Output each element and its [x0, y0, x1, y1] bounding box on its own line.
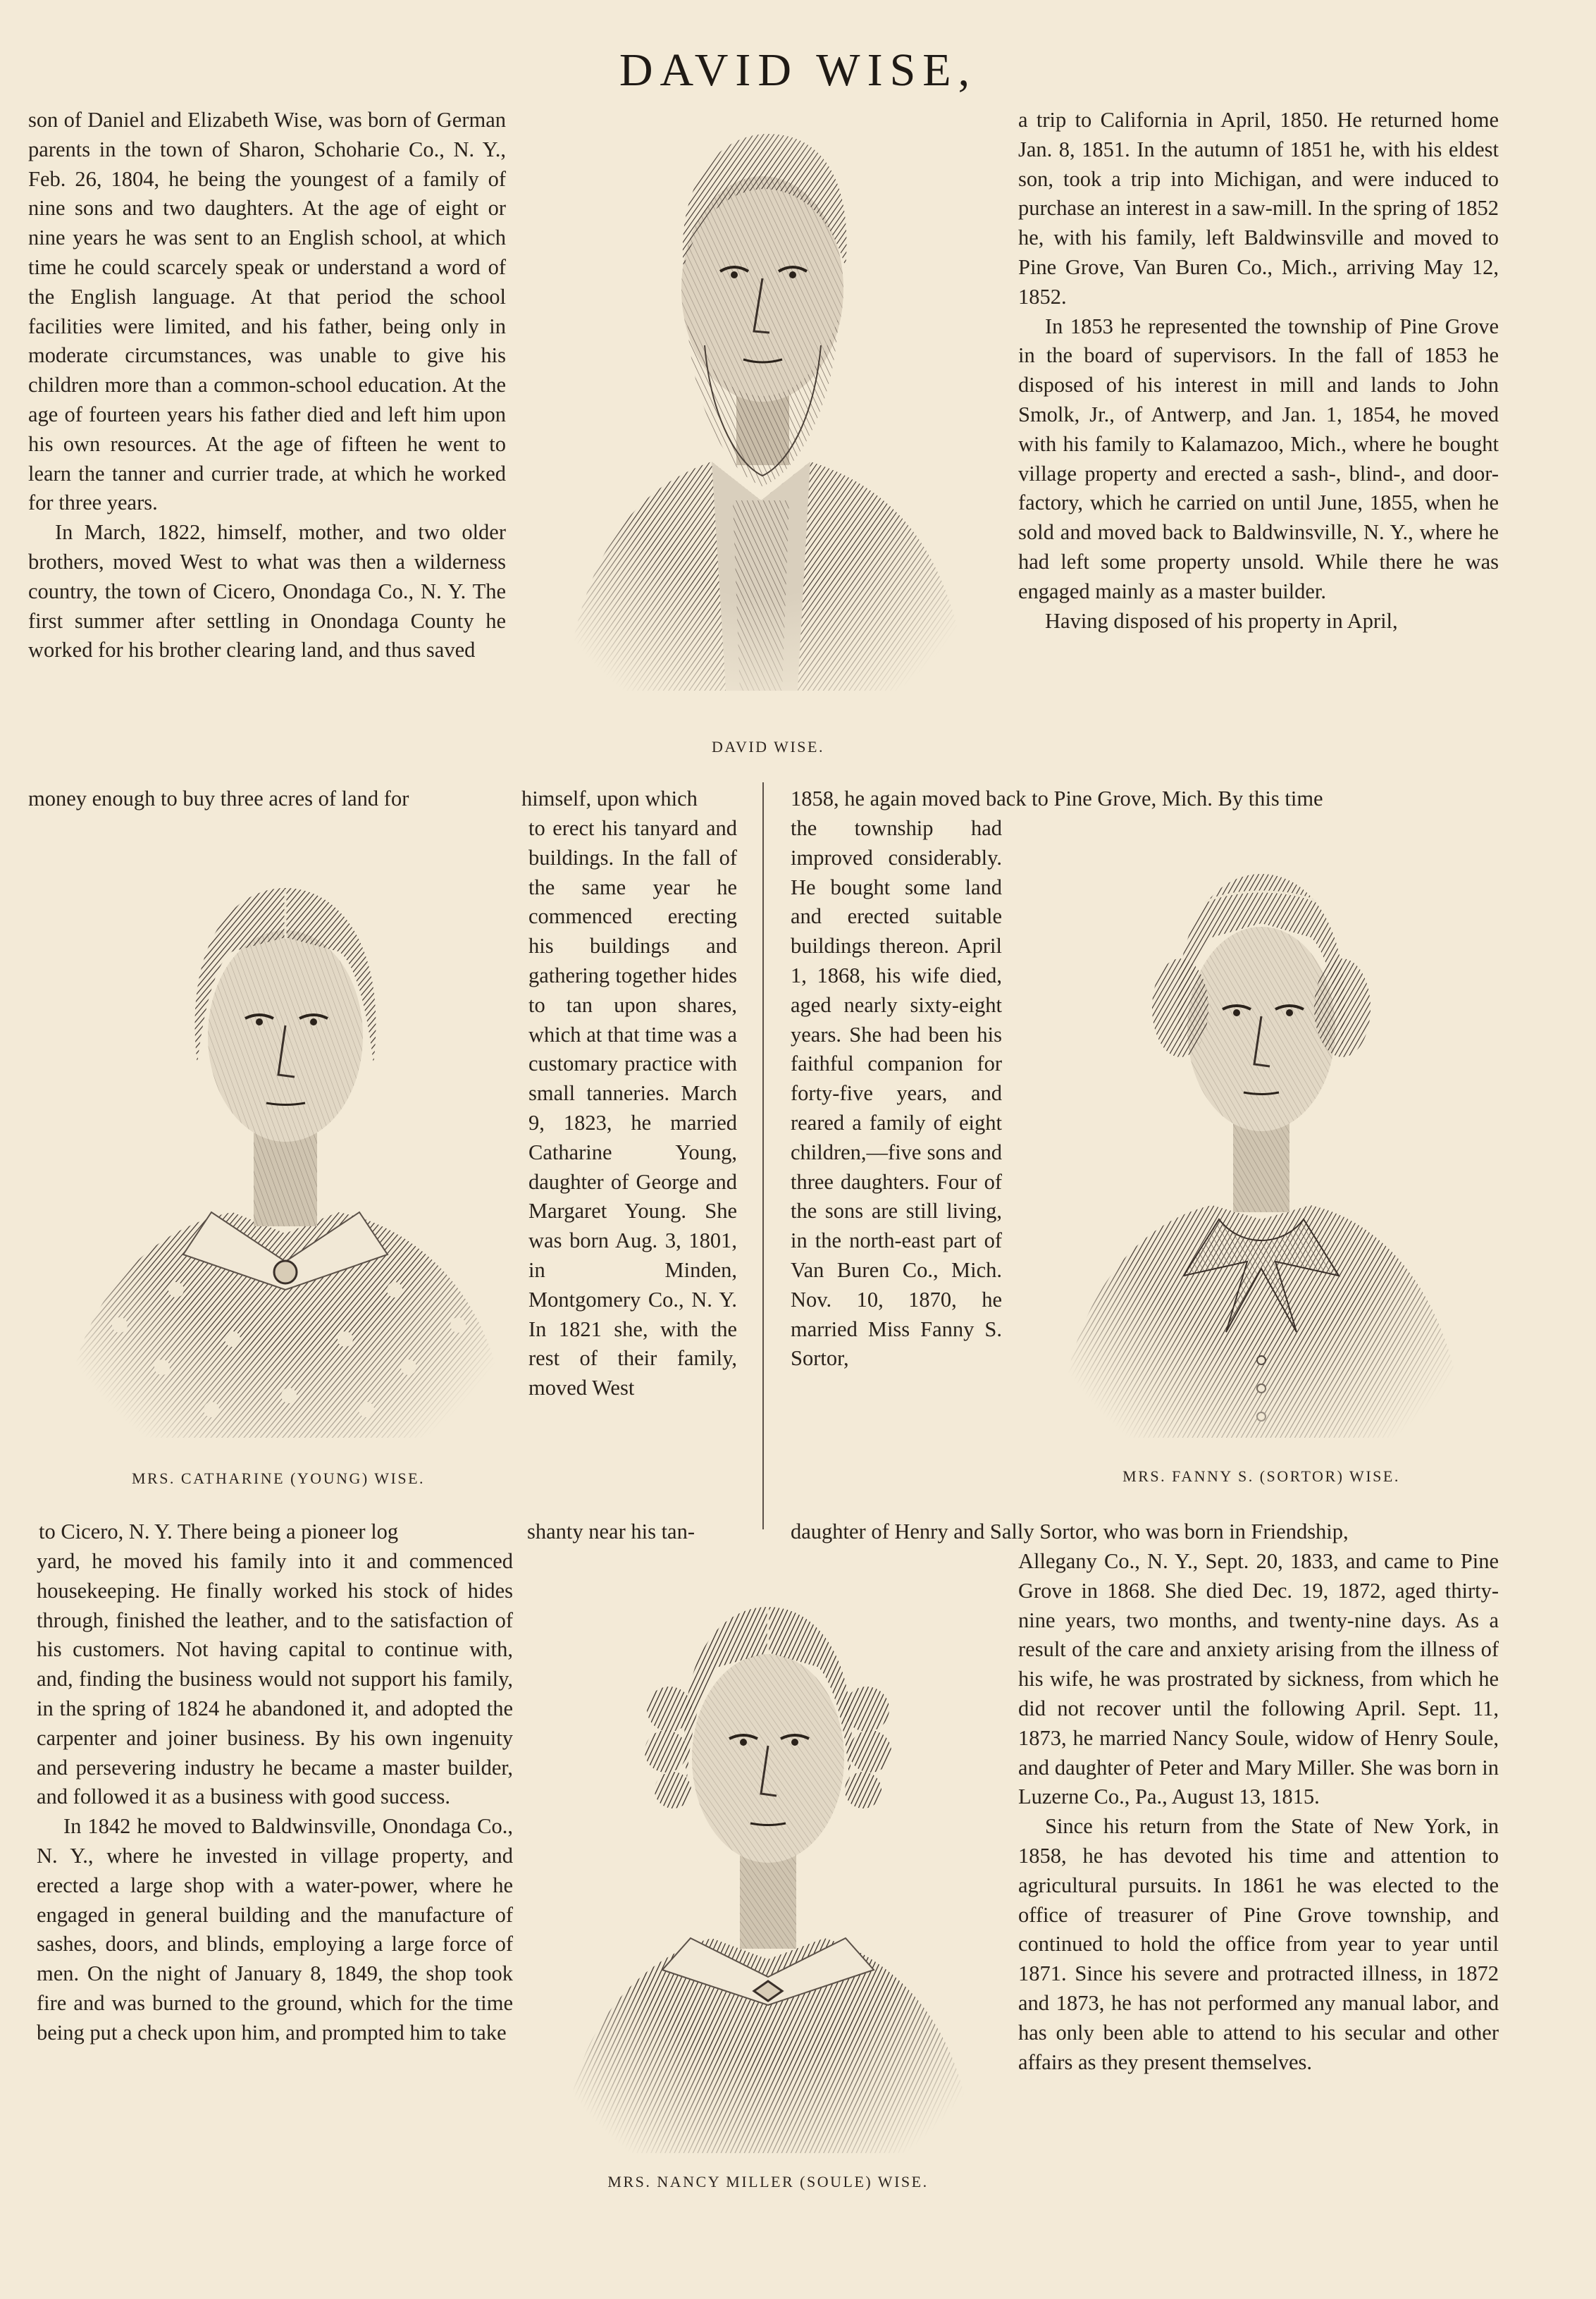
paragraph: the township had improved considerably. He bought some land and erected suitable buildings thereon. April 1, 1868, his wife died, aged nearly sixty-eight years. She had been his faithful companion for forty-five years, and reared a family of eight children,—five sons and three daughters. Four of the sons are still living, in the north-east part of Van Buren Co., Mich. Nov. 10, 1870, he married Miss Fanny S. Sortor,	[791, 816, 1002, 1371]
paragraph: Since his return from the State of New York, in 1858, he has devoted his time and attention to agricultural pursuits. In 1861 he was elected to the office of treasurer of Pine Grove township, and continued to hold the office from year to year until 1871. Since his severe and protracted illness, in 1872 and 1873, he has not performed any manual labor, and has only been able to attend to his secular and other affairs as they present themselves.	[1018, 1814, 1499, 2074]
text-row-a-left	[28, 784, 506, 814]
column-divider	[762, 782, 764, 1529]
caption-nancy-wise: MRS. NANCY MILLER (SOULE) WISE.	[607, 2173, 929, 2190]
text-row-c	[791, 784, 1499, 814]
paragraph: In 1853 he represented the township of Pine Grove in the board of supervisors. In the fall of 1853 he disposed of his interest in mill and lands to John Smolk, Jr., of Antwerp, and Jan. 1, 1854, he moved with his family to Kalamazoo, Mich., where he bought village property and erected a sash-, blind-, and door-factory, which he carried on until June, 1855, when he sold and moved back to Baldwinsville, N. Y., where he had left some property unsold. While there he was engaged mainly as a master builder.	[1018, 314, 1499, 603]
engraving-woman-icon	[543, 1554, 994, 2160]
text-row-b-right	[527, 1517, 753, 1547]
paragraph: a trip to California in April, 1850. He returned home Jan. 8, 1851. In the autumn of 1851 he, with his eldest son, took a trip into Michigan, and were induced to purchase an interest in a saw-mill. In the spring of 1852 he, with his family, left Baldwinsville and moved to Pine Grove, Van Buren Co., Mich., arriving May 12, 1852.	[1018, 108, 1499, 309]
paragraph: son of Daniel and Elizabeth Wise, was born of German parents in the town of Sharon, Schoharie Co., N. Y., Feb. 26, 1804, he being the youngest of a family of nine sons and two daughters. At the age of eight or nine years he was sent to an English school, at which time he could scarcely speak or understand a word of the English language. At that period the school facilities were limited, and his father, being only in moderate circumstances, was unable to give his children more than a common-school education. At the age of fourteen years his father died and left him upon his own resources. At the age of fifteen he went to learn the tanner and currier trade, at which he worked for three years.	[28, 108, 506, 515]
portrait-fanny-wise	[1043, 825, 1480, 1445]
caption-catharine-wise: MRS. CATHARINE (YOUNG) WISE.	[131, 1469, 426, 1487]
paragraph: In March, 1822, himself, mother, and two older brothers, moved West to what was then a wilderness country, the town of Cicero, Onondaga Co., N. Y. The first summer after settling in Onondaga County he worked for his brother clearing land, and thus saved	[28, 520, 506, 662]
engraving-woman-icon	[1043, 825, 1480, 1445]
text-col-left-bottom	[37, 1547, 513, 2048]
portrait-catharine-wise	[56, 832, 514, 1445]
text-col-center-right	[791, 814, 1002, 1374]
text-row-a-right	[521, 784, 754, 814]
text-line: himself, upon which	[521, 787, 698, 810]
paragraph: yard, he moved his family into it and commenced housekeeping. He finally worked his stock of hides through, finished the leather, and to the satisfaction of his customers. Not having capital to continue with, and, finding the business would not support his family, in the spring of 1824 he abandoned it, and adopted the carpenter and joiner business. By his own ingenuity and persevering industry he became a master builder, and followed it as a business with good success.	[37, 1549, 513, 1809]
text-row-d	[791, 1517, 1499, 1547]
text-line: daughter of Henry and Sally Sortor, who was born in Friendship,	[791, 1520, 1349, 1543]
portrait-david-wise	[536, 106, 986, 712]
text-col-right-top	[1018, 106, 1499, 636]
page-title: DAVID WISE,	[619, 44, 977, 96]
text-row-b-left	[39, 1517, 518, 1547]
text-line: shanty near his tan-	[527, 1520, 695, 1543]
paragraph: Having disposed of his property in April,	[1045, 608, 1398, 633]
paragraph: In 1842 he moved to Baldwinsville, Onondaga Co., N. Y., where he invested in village property, and erected a large shop with a water-power, where he engaged in general building and the manufacture of sashes, doors, and blinds, employing a large force of men. On the night of January 8, 1849, the shop took fire and was burned to the ground, which for the time being put a check upon him, and prompted him to take	[37, 1814, 513, 2045]
caption-david-wise: DAVID WISE.	[712, 738, 824, 756]
caption-fanny-wise: MRS. FANNY S. (SORTOR) WISE.	[1122, 1467, 1400, 1485]
portrait-nancy-wise	[543, 1554, 994, 2160]
text-col-left-top	[28, 106, 506, 665]
text-line: money enough to buy three acres of land for	[28, 787, 409, 810]
text-col-center-left	[528, 814, 737, 1403]
paragraph: to erect his tanyard and buildings. In the fall of the same year he commenced erecting his buildings and gathering together hides to tan upon shares, which at that time was a customary practice with small tanneries. March 9, 1823, he married Catharine Young, daughter of George and Margaret Young. She was born Aug. 3, 1801, in Minden, Montgomery Co., N. Y. In 1821 she, with the rest of their family, moved West	[528, 816, 737, 1400]
text-line: to Cicero, N. Y. There being a pioneer log	[39, 1520, 399, 1543]
text-col-right-bottom	[1018, 1547, 1499, 2077]
engraving-woman-icon	[56, 832, 514, 1445]
paragraph: Allegany Co., N. Y., Sept. 20, 1833, and came to Pine Grove in 1868. She died Dec. 19, 1872, aged thirty-nine years, two months, and twenty-nine days. As a result of the care and anxiety arising from the illness of his wife, he was prostrated by sickness, from which he did not recover until the following April. Sept. 11, 1873, he married Nancy Soule, widow of Henry Soule, and daughter of Peter and Mary Miller. She was born in Luzerne Co., Pa., August 13, 1815.	[1018, 1549, 1499, 1809]
text-line: 1858, he again moved back to Pine Grove, Mich. By this time	[791, 787, 1323, 810]
engraving-man-icon	[536, 106, 986, 712]
